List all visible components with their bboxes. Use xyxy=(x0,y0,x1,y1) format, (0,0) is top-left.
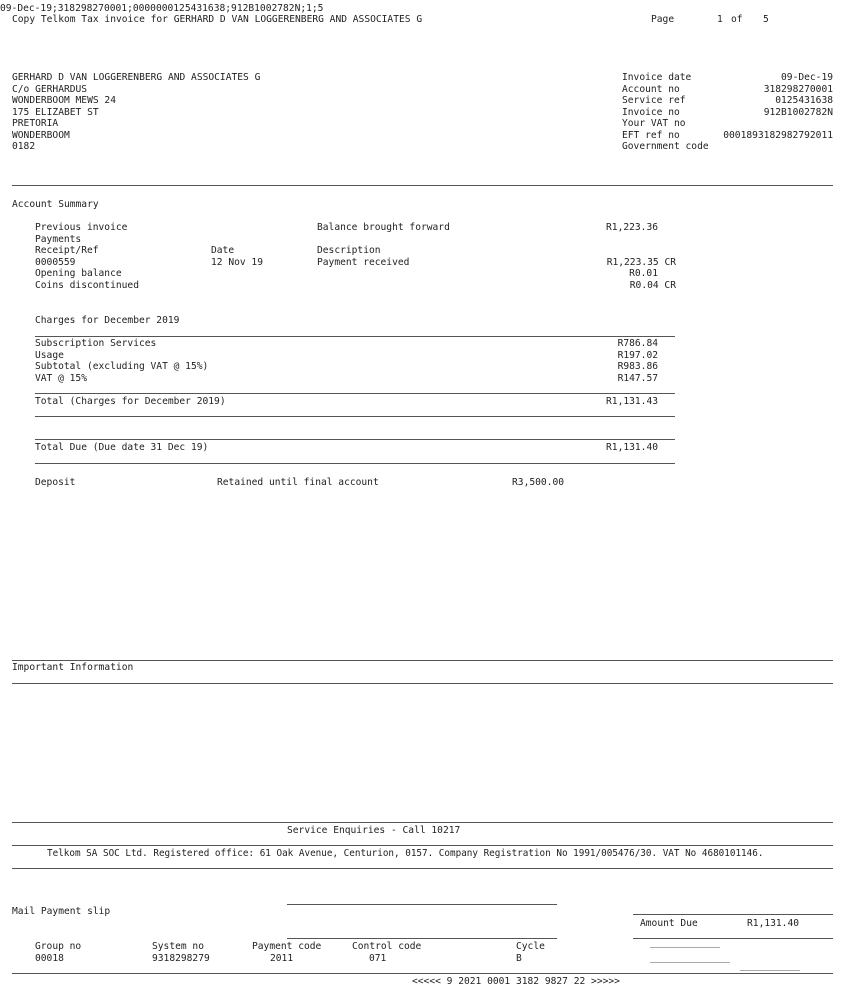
group-no-label: Group no xyxy=(35,941,82,952)
divider xyxy=(35,336,675,337)
deposit-label: Deposit xyxy=(35,477,76,488)
company-registration: Telkom SA SOC Ltd. Registered office: 61 Oak Avenue, Centurion, 0157. Company Registration No 1991/005476/30. VAT No 4680101146. xyxy=(47,848,764,859)
address-line: PRETORIA xyxy=(12,118,59,129)
eft-ref-label: EFT ref no xyxy=(622,129,680,141)
control-code-label: Control code xyxy=(352,941,422,952)
divider xyxy=(35,463,675,464)
total-charges-label: Total (Charges for December 2019) xyxy=(35,396,226,407)
balance-forward-value: R1,223.36 xyxy=(606,222,658,233)
invoice-no-value: 912B1002782N xyxy=(763,106,833,118)
balance-forward-label: Balance brought forward xyxy=(317,222,450,233)
opening-balance-value: R0.01 xyxy=(629,268,658,279)
meta-line: 09-Dec-19;318298270001;0000000125431638;912B1002782N;1;5 xyxy=(0,3,324,14)
account-no-value: 318298270001 xyxy=(763,83,833,95)
eft-ref-value: 0001893182982792011 xyxy=(723,129,833,141)
page-number: 1 xyxy=(717,14,723,25)
total-due-value: R1,131.40 xyxy=(606,442,658,453)
receipt-ref: 0000559 xyxy=(35,256,76,268)
service-enquiries: Service Enquiries - Call 10217 xyxy=(287,825,461,836)
divider xyxy=(12,868,833,869)
payment-code-label: Payment code xyxy=(252,941,322,952)
total-charges-value: R1,131.43 xyxy=(606,396,658,407)
charges-title: Charges for December 2019 xyxy=(35,315,180,326)
divider xyxy=(12,185,833,186)
payment-code-value: 2011 xyxy=(270,952,294,964)
scan-artifact xyxy=(650,947,720,948)
invoice-date-label: Invoice date xyxy=(622,72,692,83)
divider xyxy=(12,973,833,974)
account-no-label: Account no xyxy=(622,83,680,95)
subtotal-value: R983.86 xyxy=(617,361,658,372)
divider xyxy=(633,914,833,915)
address-line: C/o GERHARDUS xyxy=(12,83,88,95)
address-line: 0182 xyxy=(12,141,36,152)
divider xyxy=(633,938,833,939)
invoice-no-label: Invoice no xyxy=(622,106,680,118)
invoice-date-value: 09-Dec-19 xyxy=(781,72,833,83)
system-no-label: System no xyxy=(152,941,204,952)
receipt-date: 12 Nov 19 xyxy=(211,256,263,268)
divider xyxy=(287,904,557,905)
government-code-label: Government code xyxy=(622,141,709,152)
previous-invoice-label: Previous invoice xyxy=(35,222,128,233)
col-date-header: Date xyxy=(211,245,235,256)
system-no-value: 9318298279 xyxy=(152,952,210,964)
page-label: Page xyxy=(651,14,675,25)
total-due-label: Total Due (Due date 31 Dec 19) xyxy=(35,442,209,453)
divider xyxy=(35,416,675,417)
vat-label: VAT @ 15% xyxy=(35,372,87,384)
amount-due-label: Amount Due xyxy=(640,918,698,929)
subtotal-label: Subtotal (excluding VAT @ 15%) xyxy=(35,361,209,372)
cycle-value: B xyxy=(516,952,522,964)
service-ref-value: 0125431638 xyxy=(775,95,833,106)
control-code-value: 071 xyxy=(369,952,387,964)
account-summary-title: Account Summary xyxy=(12,199,99,210)
divider xyxy=(12,822,833,823)
document-title: Copy Telkom Tax invoice for GERHARD D VAN LOGGERENBERG AND ASSOCIATES G xyxy=(12,14,423,25)
col-description-header: Description xyxy=(317,245,381,256)
address-line: GERHARD D VAN LOGGERENBERG AND ASSOCIATES G xyxy=(12,72,261,83)
scan-line: <<<<< 9 2021 0001 3182 9827 22 >>>>> xyxy=(412,976,620,987)
coins-discontinued-value: R0.04 CR xyxy=(629,279,676,291)
coins-discontinued-label: Coins discontinued xyxy=(35,279,139,291)
payment-slip-title: Mail Payment slip xyxy=(12,906,111,917)
subscription-label: Subscription Services xyxy=(35,338,157,349)
receipt-description: Payment received xyxy=(317,256,410,268)
vat-no-label: Your VAT no xyxy=(622,118,686,129)
vat-value: R147.57 xyxy=(617,372,658,384)
divider xyxy=(12,683,833,684)
page-of: of xyxy=(731,14,743,25)
usage-value: R197.02 xyxy=(617,349,658,361)
divider xyxy=(35,393,675,394)
group-no-value: 00018 xyxy=(35,952,64,964)
divider xyxy=(12,660,833,661)
usage-label: Usage xyxy=(35,349,64,361)
deposit-note: Retained until final account xyxy=(217,477,379,488)
address-line: 175 ELIZABET ST xyxy=(12,106,99,118)
amount-due-value: R1,131.40 xyxy=(747,918,799,929)
important-information-title: Important Information xyxy=(12,662,134,673)
divider xyxy=(12,845,833,846)
page-total: 5 xyxy=(763,14,769,25)
divider xyxy=(287,938,557,939)
address-line: WONDERBOOM MEWS 24 xyxy=(12,95,116,106)
payments-label: Payments xyxy=(35,233,82,245)
col-receipt-header: Receipt/Ref xyxy=(35,245,99,256)
scan-artifact xyxy=(740,970,800,971)
scan-artifact xyxy=(650,962,730,963)
service-ref-label: Service ref xyxy=(622,95,686,106)
subscription-value: R786.84 xyxy=(617,338,658,349)
receipt-amount: R1,223.35 CR xyxy=(606,256,676,268)
deposit-value: R3,500.00 xyxy=(512,477,564,488)
cycle-label: Cycle xyxy=(516,941,545,952)
address-line: WONDERBOOM xyxy=(12,129,70,141)
opening-balance-label: Opening balance xyxy=(35,268,122,279)
divider xyxy=(35,439,675,440)
